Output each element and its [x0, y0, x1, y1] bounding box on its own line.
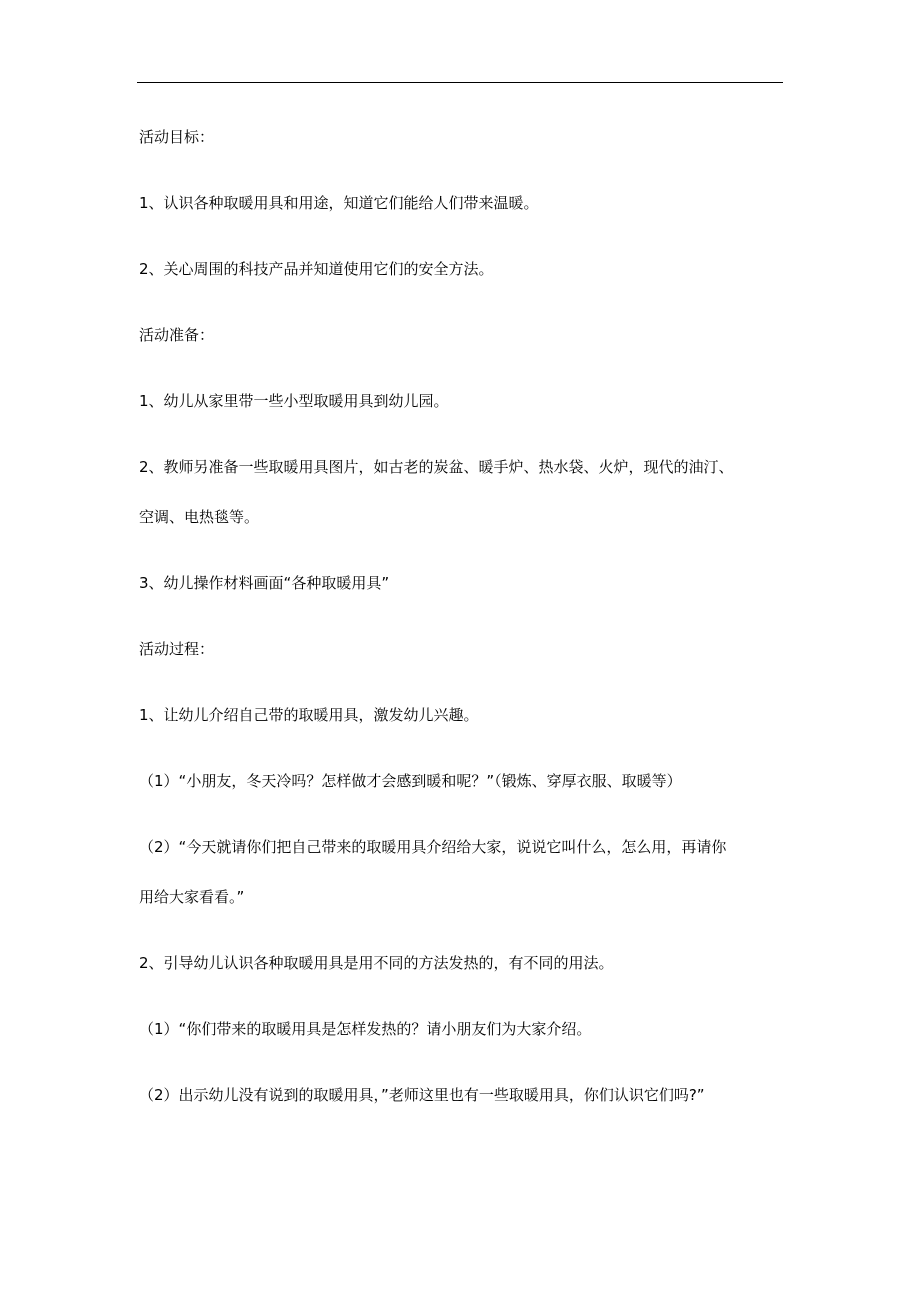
goal-item-2: 2、关心周围的科技产品并知道使用它们的安全方法。: [139, 260, 494, 278]
heading-activity-process: 活动过程：: [139, 640, 215, 658]
header-rule: [137, 82, 783, 83]
process-item-2: 2、引导幼儿认识各种取暖用具是用不同的方法发热的，有不同的用法。: [139, 954, 614, 972]
process-item-1: 1、让幼儿介绍自己带的取暖用具，激发幼儿兴趣。: [139, 706, 479, 724]
preparation-item-1: 1、幼儿从家里带一些小型取暖用具到幼儿园。: [139, 392, 449, 410]
preparation-item-2-line-1: 2、教师另准备一些取暖用具图片，如古老的炭盆、暖手炉、热水袋、火炉，现代的油汀、: [139, 458, 734, 476]
heading-activity-goals: 活动目标：: [139, 128, 215, 146]
goal-item-1: 1、认识各种取暖用具和用途，知道它们能给人们带来温暖。: [139, 194, 539, 212]
document-body: [139, 120, 789, 1112]
preparation-item-2-line-2: 空调、电热毯等。: [139, 508, 260, 526]
process-item-1-sub-1: （1）“小朋友，冬天冷吗？怎样做才会感到暖和呢？”（锻炼、穿厚衣服、取暖等）: [139, 772, 682, 790]
heading-activity-preparation: 活动准备：: [139, 326, 215, 344]
process-item-1-sub-2-line-2: 用给大家看看。”: [139, 888, 245, 906]
process-item-1-sub-2-line-1: （2）“今天就请你们把自己带来的取暖用具介绍给大家，说说它叫什么，怎么用，再请你: [139, 838, 727, 856]
process-item-2-sub-1: （1）“你们带来的取暖用具是怎样发热的？请小朋友们为大家介绍。: [139, 1020, 592, 1038]
preparation-item-3: 3、幼儿操作材料画面“各种取暖用具”: [139, 574, 390, 592]
process-item-2-sub-2: （2）出示幼儿没有说到的取暖用具，”老师这里也有一些取暖用具，你们认识它们吗?”: [139, 1086, 705, 1104]
